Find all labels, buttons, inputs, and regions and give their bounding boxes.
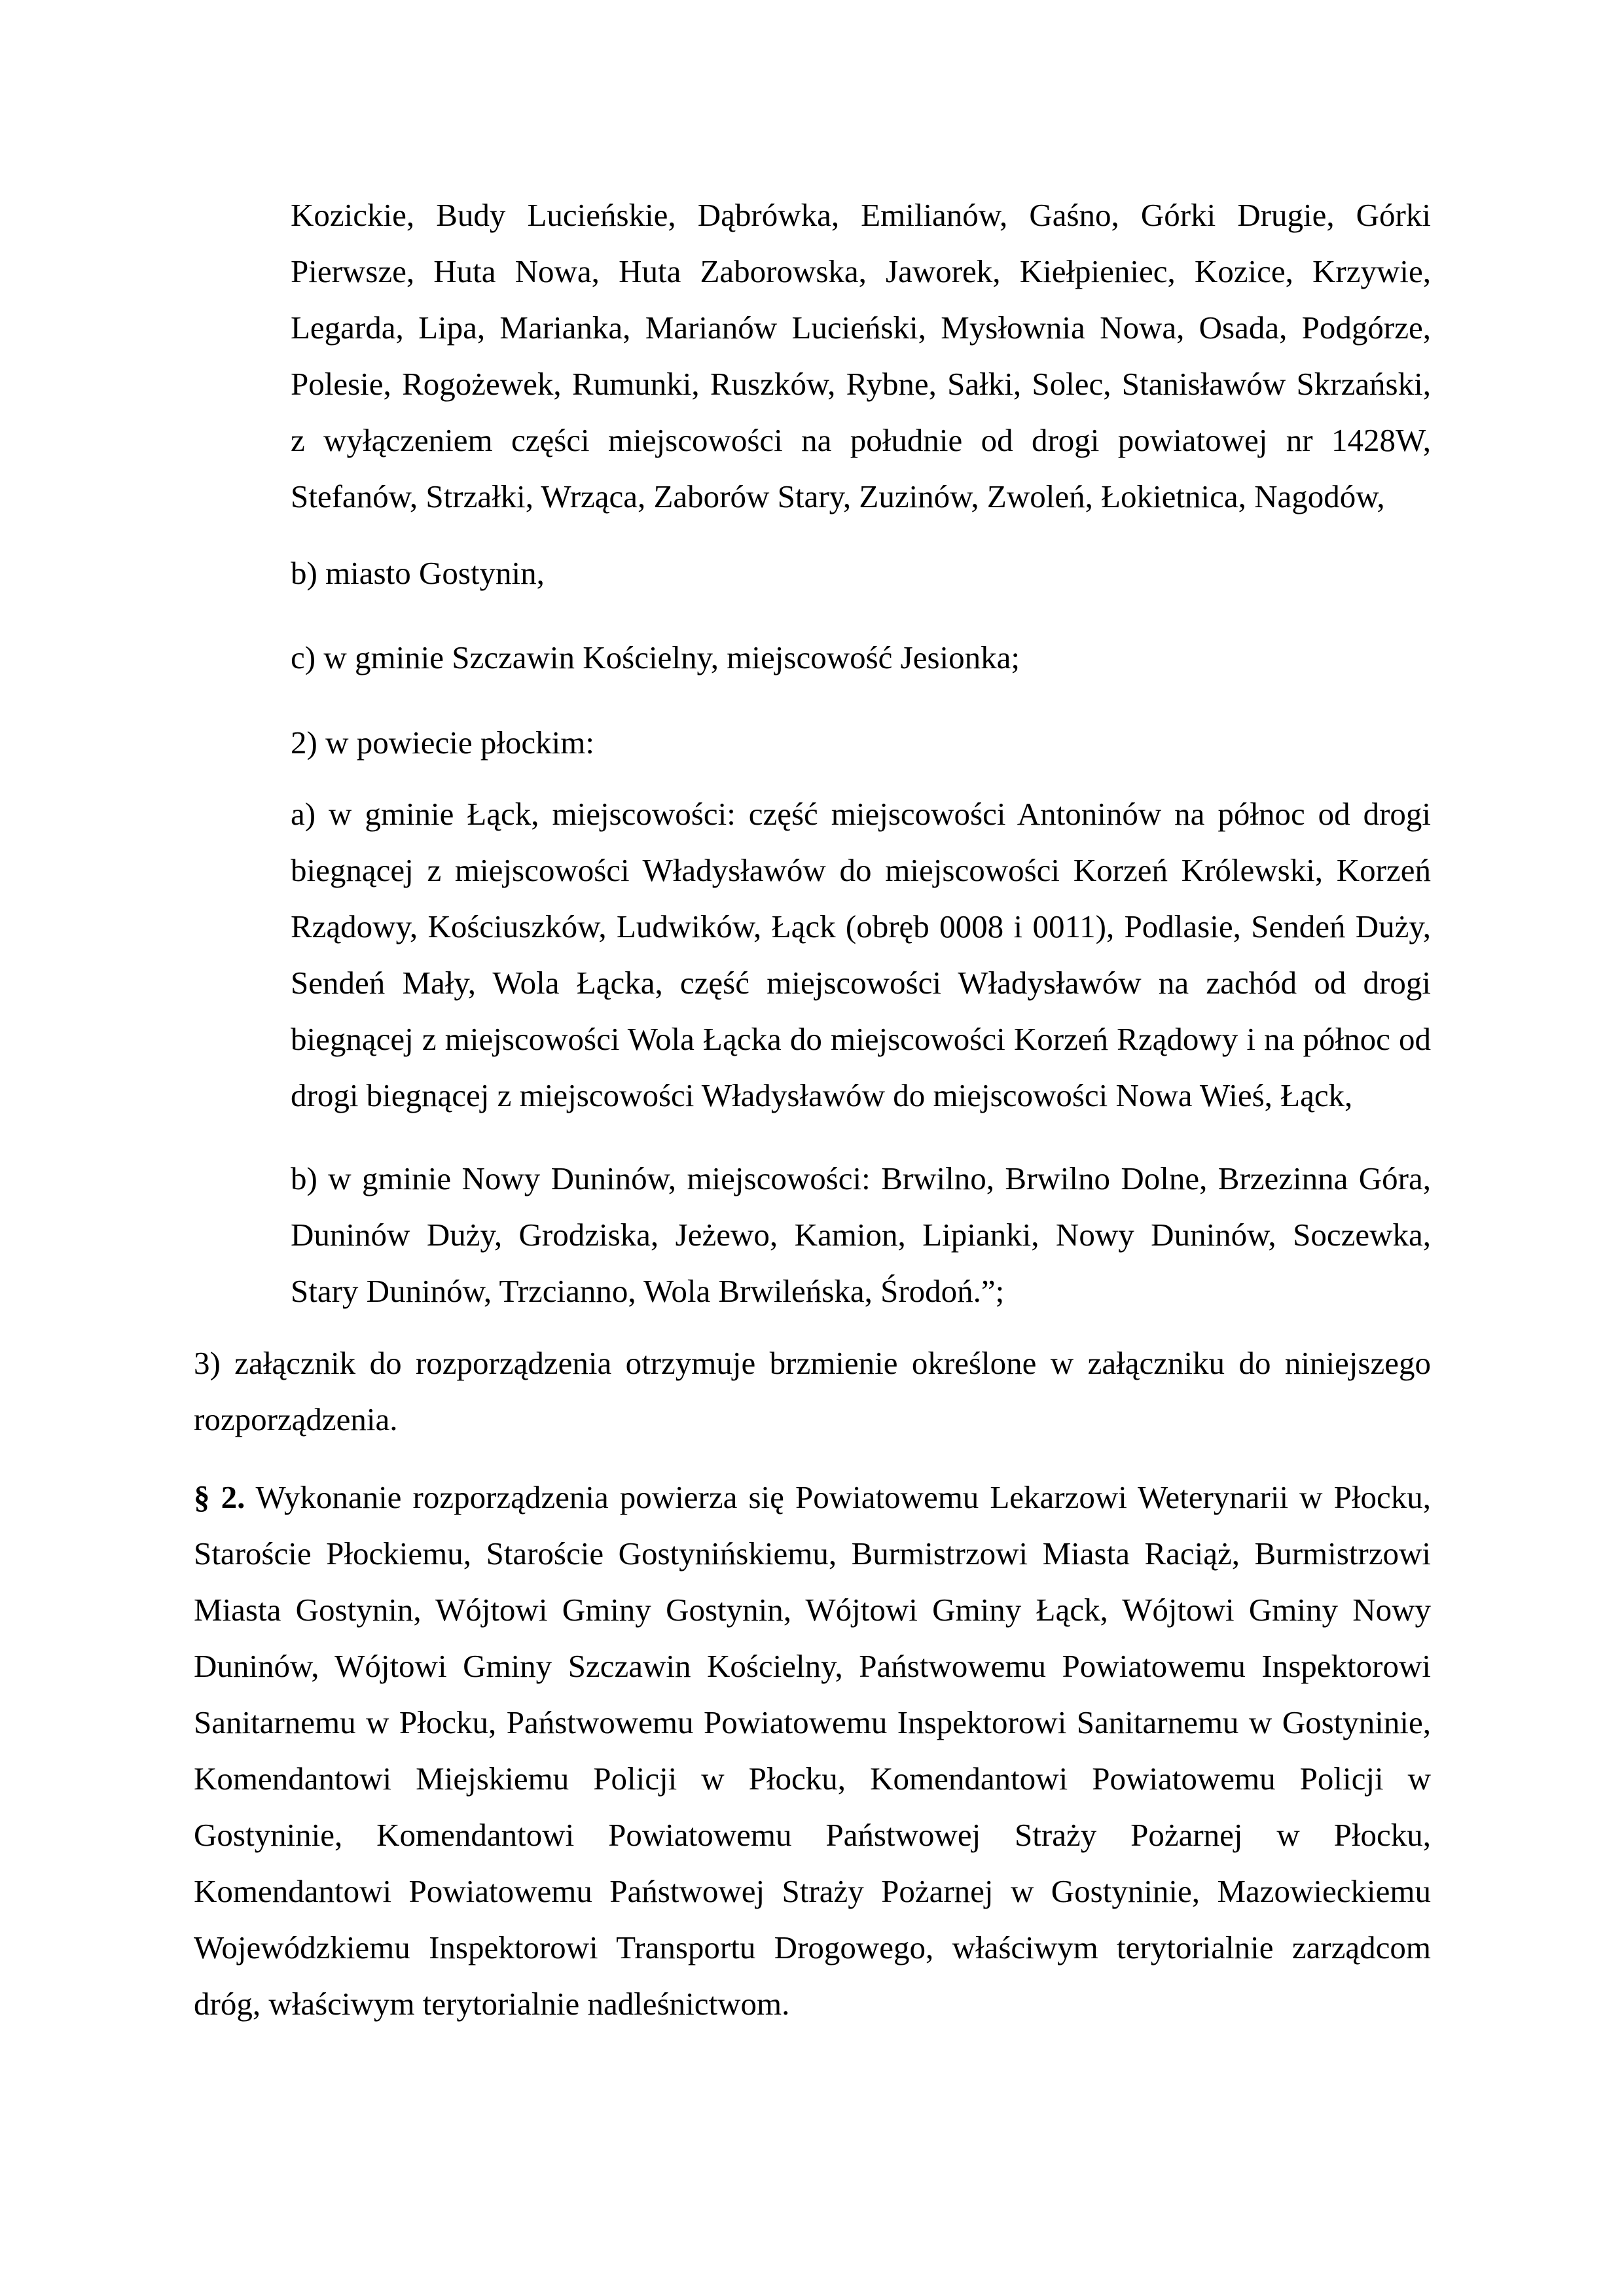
list-continuation-paragraph: Kozickie, Budy Lucieńskie, Dąbrówka, Emilianów, Gaśno, Górki Drugie, Górki Pierwsze, Huta Nowa, Huta Zaborowska, Jaworek, Kiełpieniec, Kozice, Krzywie, Legarda, Lipa, Marianka, Marianów Lucieński, Mysłownia Nowa, Osada, Podgórze, Polesie, Rogożewek, Rumunki, Ruszków, Rybne, Sałki, Solec, Stanisławów Skrzański, z wyłączeniem części miejscowości na południe od drogi powiatowej nr 1428W, Stefanów, Strzałki, Wrząca, Zaborów Stary, Zuzinów, Zwoleń, Łokietnica, Nagodów, [291, 197, 1431, 514]
item-c-szczawin: c) w gminie Szczawin Kościelny, miejscowość Jesionka; [291, 639, 1020, 675]
section-2-paragraph [194, 1469, 1431, 2032]
item-3-annex: 3) załącznik do rozporządzenia otrzymuje brzmienie określone w załączniku do niniejszego rozporządzenia. [194, 1345, 1431, 1437]
section-2-text: Wykonanie rozporządzenia powierza się Powiatowemu Lekarzowi Weterynarii w Płocku, Staroście Płockiemu, Staroście Gostynińskiemu, Burmistrzowi Miasta Raciąż, Burmistrzowi Miasta Gostynin, Wójtowi Gminy Gostynin, Wójtowi Gminy Łąck, Wójtowi Gminy Nowy Duninów, Wójtowi Gminy Szczawin Kościelny, Państwowemu Powiatowemu Inspektorowi Sanitarnemu w Płocku, Państwowemu Powiatowemu Inspektorowi Sanitarnemu w Gostyninie, Komendantowi Miejskiemu Policji w Płocku, Komendantowi Powiatowemu Policji w Gostyninie, Komendantowi Powiatowemu Państwowej Straży Pożarnej w Płocku, Komendantowi Powiatowemu Państwowej Straży Pożarnej w Gostyninie, Mazowieckiemu Wojewódzkiemu Inspektorowi Transportu Drogowego, właściwym terytorialnie zarządcom dróg, właściwym terytorialnie nadleśnictwom. [194, 1479, 1431, 2022]
section-2-mark: § 2. [194, 1479, 245, 1515]
item-b-nowy-duninow: b) w gminie Nowy Duninów, miejscowości: Brwilno, Brwilno Dolne, Brzezinna Góra, Duninów Duży, Grodziska, Jeżewo, Kamion, Lipianki, Nowy Duninów, Soczewka, Stary Duninów, Trzcianno, Wola Brwileńska, Środoń.”; [291, 1160, 1431, 1309]
item-a-lack: a) w gminie Łąck, miejscowości: część miejscowości Antoninów na północ od drogi biegnącej z miejscowości Władysławów do miejscowości Korzeń Królewski, Korzeń Rządowy, Kościuszków, Ludwików, Łąck (obręb 0008 i 0011), Podlasie, Sendeń Duży, Sendeń Mały, Wola Łącka, część miejscowości Władysławów na zachód od drogi biegnącej z miejscowości Wola Łącka do miejscowości Korzeń Rządowy i na północ od drogi biegnącej z miejscowości Władysławów do miejscowości Nowa Wieś, Łąck, [291, 796, 1431, 1113]
item-2-plock-county: 2) w powiecie płockim: [291, 725, 595, 761]
item-b-gostynin: b) miasto Gostynin, [291, 555, 545, 591]
